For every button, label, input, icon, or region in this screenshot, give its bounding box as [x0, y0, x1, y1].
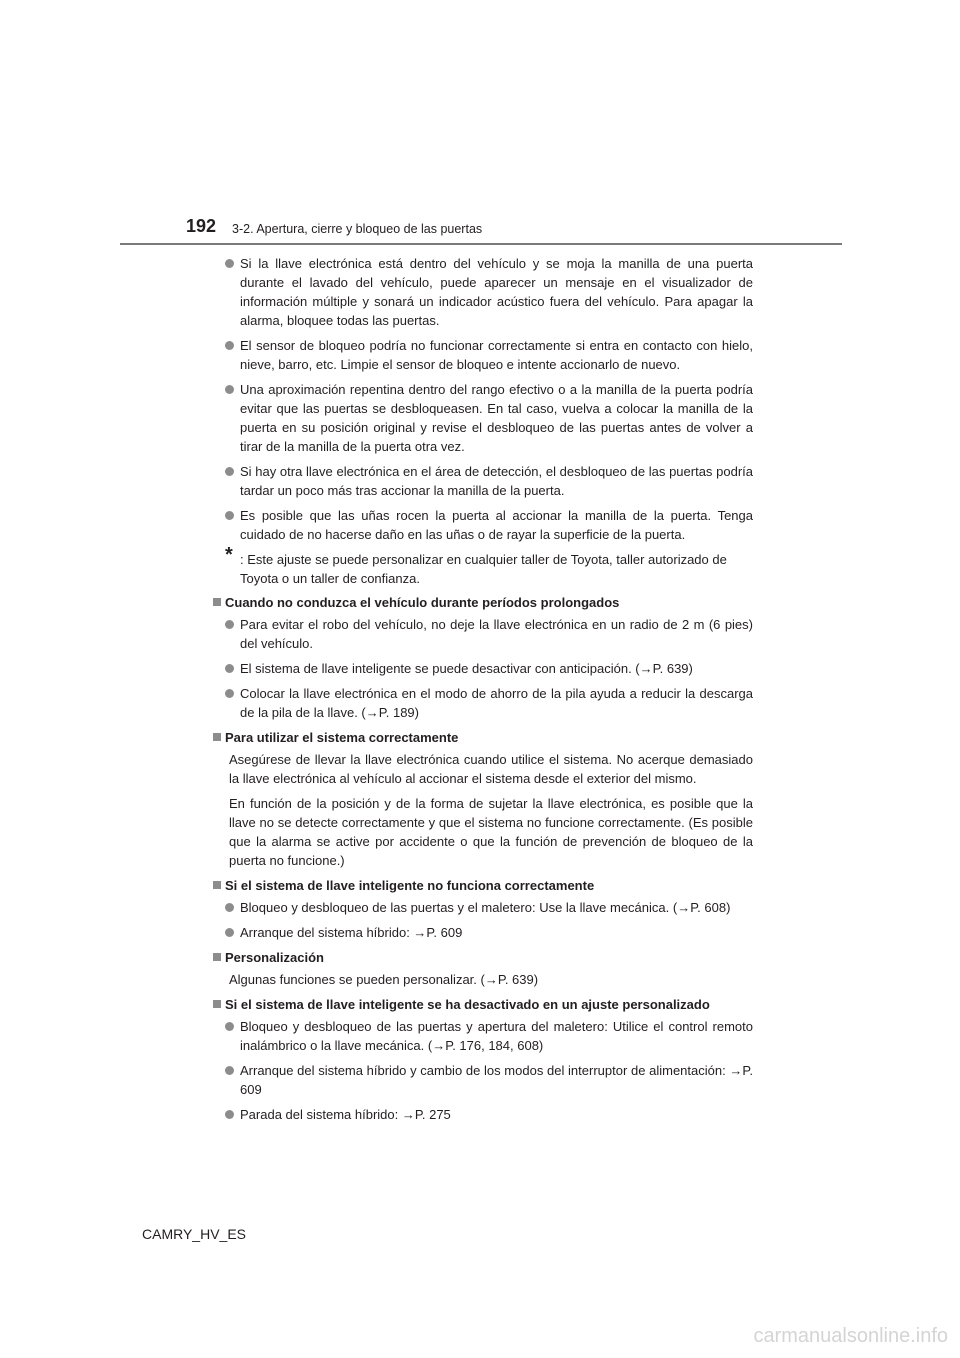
list-item: Si la llave electrónica está dentro del vehículo y se moja la manilla de una puerta durante el lavado del vehículo, puede aparecer un mensaje en el visualizador de información múltiple y sonará un indicador acústico fuera del vehículo. Para apagar la alarma, bloquee todas las puertas. — [212, 254, 753, 330]
section-heading: Si el sistema de llave inteligente se ha desactivado en un ajuste personalizado — [212, 995, 753, 1014]
page-content — [212, 254, 753, 1130]
section-heading: Cuando no conduzca el vehículo durante períodos prolongados — [212, 593, 753, 612]
watermark: carmanualsonline.info — [753, 1325, 948, 1347]
bullet-icon — [225, 928, 234, 937]
square-bullet-icon — [213, 598, 221, 606]
list-item: Si hay otra llave electrónica en el área de detección, el desbloqueo de las puertas podría tardar un poco más tras accionar la manilla de la puerta. — [212, 462, 753, 500]
paragraph: En función de la posición y de la forma de sujetar la llave electrónica, es posible que la llave no se detecte correctamente y que el sistema no funcione correctamente. (Es posible que la alarma se active por accidente o que la función de prevención de bloqueo de la puerta no funcione.) — [229, 796, 753, 868]
list-item: Arranque del sistema híbrido y cambio de los modos del interruptor de alimentación: →P. 609 — [212, 1061, 753, 1099]
bullet-icon — [225, 259, 234, 268]
bullet-icon — [225, 1066, 234, 1075]
list-item: El sistema de llave inteligente se puede desactivar con anticipación. (→P. 639) — [212, 659, 753, 678]
section-title: 3-2. Apertura, cierre y bloqueo de las puertas — [232, 222, 483, 236]
footnote — [212, 544, 753, 588]
list-item: Para evitar el robo del vehículo, no deje la llave electrónica en un radio de 2 m (6 pies) del vehículo. — [212, 615, 753, 653]
paragraph: Asegúrese de llevar la llave electrónica cuando utilice el sistema. No acerque demasiado la llave electrónica al vehículo al accionar el sistema desde el exterior del mismo. — [229, 752, 753, 786]
list-item: Arranque del sistema híbrido: →P. 609 — [212, 923, 753, 942]
bullet-icon — [225, 903, 234, 912]
section-heading: Si el sistema de llave inteligente no funciona correctamente — [212, 876, 753, 895]
section-heading: Para utilizar el sistema correctamente — [212, 728, 753, 747]
bullet-icon — [225, 1022, 234, 1031]
list-item: Bloqueo y desbloqueo de las puertas y apertura del maletero: Utilice el control remoto inalámbrico o la llave mecánica. (→P. 176, 184, 608) — [212, 1017, 753, 1055]
square-bullet-icon — [213, 953, 221, 961]
bullet-icon — [225, 341, 234, 350]
list-item: Colocar la llave electrónica en el modo de ahorro de la pila ayuda a reducir la descarga de la pila de la llave. (→P. 189) — [212, 684, 753, 722]
list-item: Es posible que las uñas rocen la puerta al accionar la manilla de la puerta. Tenga cuidado de no hacerse daño en las uñas o de rayar la superficie de la puerta. — [212, 506, 753, 544]
header-divider — [120, 243, 842, 245]
bullet-icon — [225, 664, 234, 673]
bullet-icon — [225, 689, 234, 698]
list-item: Parada del sistema híbrido: →P. 275 — [212, 1105, 753, 1124]
list-item: Bloqueo y desbloqueo de las puertas y el maletero: Use la llave mecánica. (→P. 608) — [212, 898, 753, 917]
list-item: Una aproximación repentina dentro del rango efectivo o a la manilla de la puerta podría evitar que las puertas se desbloqueasen. En tal caso, vuelva a colocar la manilla de la puerta en su posición original y revise el desbloqueo de las puertas antes de volver a tirar de la manilla de la puerta otra vez. — [212, 380, 753, 456]
paragraph: Algunas funciones se pueden personalizar. (→P. 639) — [229, 972, 539, 987]
bullet-icon — [225, 511, 234, 520]
bullet-icon — [225, 620, 234, 629]
square-bullet-icon — [213, 1000, 221, 1008]
square-bullet-icon — [213, 733, 221, 741]
bullet-icon — [225, 467, 234, 476]
bullet-icon — [225, 1110, 234, 1119]
section-heading: Personalización — [212, 948, 753, 967]
footnote-text: : Este ajuste se puede personalizar en cualquier taller de Toyota, taller autorizado de Toyota o un taller de confianza. — [240, 552, 727, 586]
bullet-icon — [225, 385, 234, 394]
model-code: CAMRY_HV_ES — [142, 1226, 247, 1242]
page-number: 192 — [186, 216, 217, 236]
footnote-marker: * — [225, 544, 233, 566]
list-item: El sensor de bloqueo podría no funcionar correctamente si entra en contacto con hielo, nieve, barro, etc. Limpie el sensor de bloqueo e intente accionarlo de nuevo. — [212, 336, 753, 374]
square-bullet-icon — [213, 881, 221, 889]
